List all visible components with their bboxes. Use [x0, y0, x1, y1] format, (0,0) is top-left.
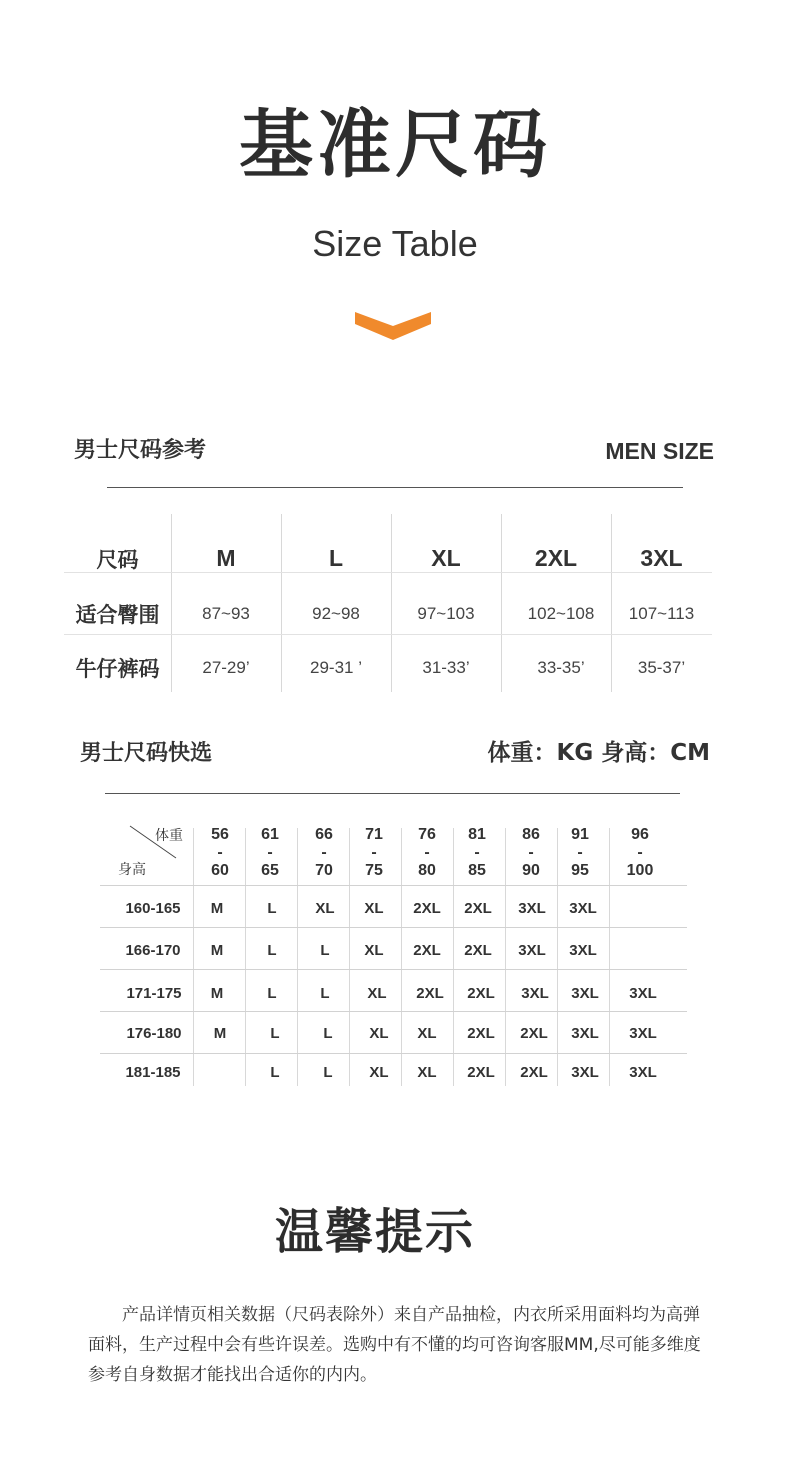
weight-range-header: 71 - 75 [365, 826, 383, 879]
size-cell: 3XL [518, 900, 546, 917]
size-cell: 2XL [520, 1064, 548, 1081]
height-range-label: 166-170 [125, 942, 181, 959]
height-range-label: 176-180 [126, 1025, 182, 1042]
weight-range-header: 56 - 60 [211, 826, 229, 879]
height-range-label: 160-165 [125, 900, 181, 917]
jeans-cell: 35-37’ [637, 658, 686, 677]
size-cell: L [323, 1064, 333, 1081]
size-cell: 2XL [464, 900, 492, 917]
weight-range-header: 91 - 95 [571, 826, 589, 879]
tips-body: 产品详情页相关数据（尺码表除外）来自产品抽检，内衣所采用面料均为高弹面料，生产过程中会有些许误差。选购中有不懂的均可咨询客服MM,尽可能多维度参考自身数据才能找出合适你的内内。 [88, 1305, 701, 1385]
row-divider [100, 1053, 687, 1054]
hip-cell: 97~103 [417, 604, 475, 623]
tips-title: 温馨提示 [274, 1204, 475, 1260]
jeans-cell: 29-31 ’ [310, 658, 362, 677]
size-cell: 2XL [467, 985, 495, 1002]
size-header-cell: L [328, 545, 344, 571]
size-cell: 3XL [571, 1025, 599, 1042]
jeans-cell: 33-35’ [537, 658, 585, 677]
size-cell: L [267, 900, 277, 917]
size-cell: XL [315, 900, 335, 917]
height-range-label: 171-175 [126, 985, 182, 1002]
size-cell: 3XL [571, 985, 599, 1002]
weight-range-header: 96 - 100 [626, 826, 654, 879]
size-cell: 3XL [629, 1025, 657, 1042]
quick-select-title: 男士尺码快选 [80, 741, 213, 766]
size-cell: 3XL [569, 900, 597, 917]
size-cell: XL [369, 1025, 389, 1042]
weight-range-header: 81 - 85 [468, 826, 486, 879]
size-cell: 3XL [629, 1064, 657, 1081]
row-label-size: 尺码 [96, 548, 139, 572]
size-cell: L [323, 1025, 333, 1042]
hip-cell: 92~98 [312, 604, 360, 623]
corner-weight-label: 体重 [155, 827, 183, 843]
jeans-cell: 27-29’ [202, 658, 250, 677]
weight-range-header: 61 - 65 [261, 826, 279, 879]
height-range-label: 181-185 [125, 1064, 181, 1081]
weight-range-header: 66 - 70 [315, 826, 333, 879]
size-header-cell: 2XL [534, 545, 578, 571]
size-cell: M [210, 942, 224, 959]
page-title: 基准尺码 [239, 102, 551, 188]
size-header-cell: M [216, 545, 236, 571]
size-cell: M [210, 900, 224, 917]
size-header-cell: XL [431, 545, 461, 571]
size-cell: 2XL [467, 1064, 495, 1081]
size-cell: 2XL [520, 1025, 548, 1042]
size-cell: 3XL [569, 942, 597, 959]
size-cell: 2XL [416, 985, 444, 1002]
size-cell: XL [369, 1064, 389, 1081]
size-reference-title-en: MEN SIZE [605, 438, 714, 464]
size-cell: L [267, 985, 277, 1002]
size-cell: L [320, 942, 330, 959]
hip-cell: 107~113 [628, 604, 695, 623]
size-cell: L [270, 1064, 280, 1081]
size-cell: XL [367, 985, 387, 1002]
size-cell: L [267, 942, 277, 959]
row-label-jeans: 牛仔裤码 [75, 657, 160, 681]
hip-cell: 87~93 [202, 604, 250, 623]
size-cell: 3XL [521, 985, 549, 1002]
size-cell: XL [417, 1025, 437, 1042]
size-cell: XL [364, 900, 384, 917]
quick-select-units: 体重：KG 身高：CM [487, 740, 710, 766]
row-divider [100, 885, 687, 886]
size-reference-title: 男士尺码参考 [74, 438, 207, 463]
size-cell: 2XL [413, 900, 441, 917]
size-cell: M [213, 1025, 227, 1042]
size-cell: L [320, 985, 330, 1002]
weight-range-header: 76 - 80 [418, 826, 436, 879]
size-cell: 3XL [629, 985, 657, 1002]
page-subtitle: Size Table [312, 223, 478, 264]
size-cell: 3XL [571, 1064, 599, 1081]
size-cell: L [270, 1025, 280, 1042]
row-divider [100, 1011, 687, 1012]
size-cell: 2XL [413, 942, 441, 959]
size-cell: M [210, 985, 224, 1002]
jeans-cell: 31-33’ [422, 658, 470, 677]
size-cell: XL [417, 1064, 437, 1081]
weight-range-header: 86 - 90 [522, 826, 540, 879]
row-divider [100, 969, 687, 970]
corner-height-label: 身高 [118, 861, 146, 877]
size-cell: XL [364, 942, 384, 959]
row-label-hip: 适合臀围 [75, 603, 160, 627]
size-cell: 3XL [518, 942, 546, 959]
size-header-cell: 3XL [640, 545, 683, 571]
hip-cell: 102~108 [527, 604, 595, 623]
size-cell: 2XL [467, 1025, 495, 1042]
size-cell: 2XL [464, 942, 492, 959]
row-divider [100, 927, 687, 928]
